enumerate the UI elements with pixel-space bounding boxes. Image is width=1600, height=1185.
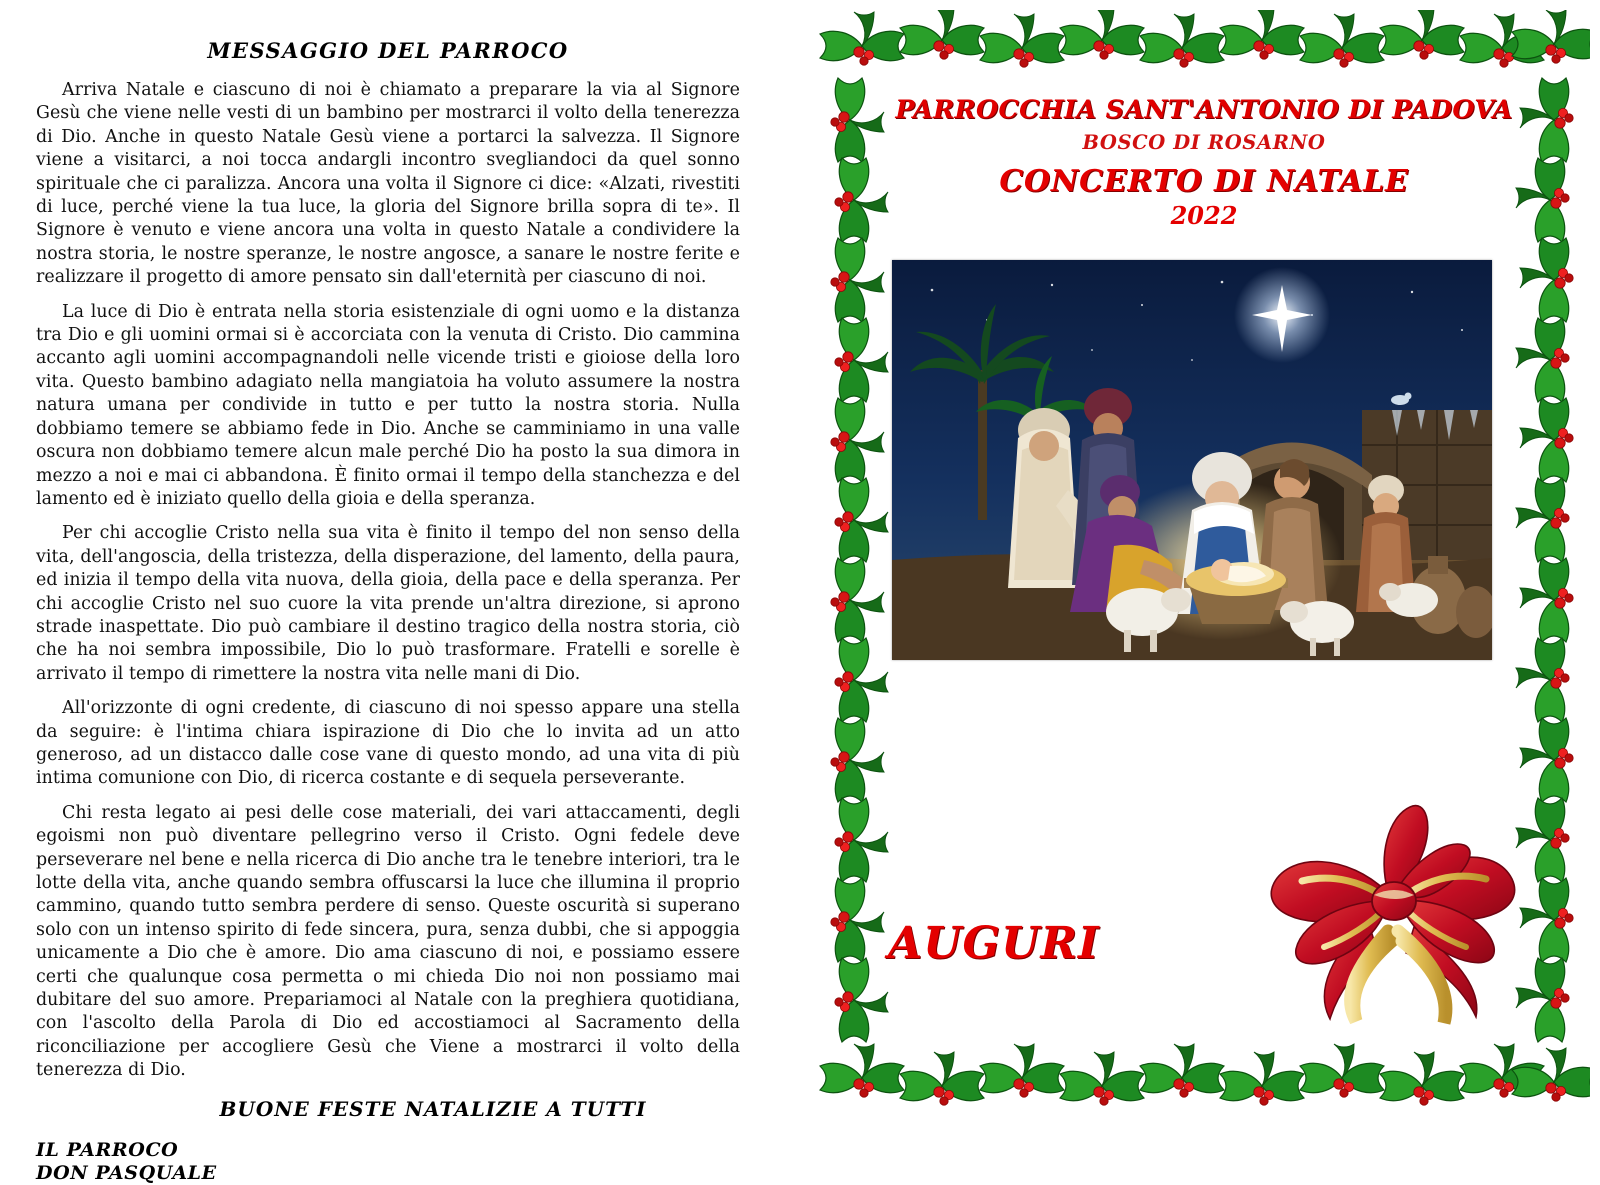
concert-year: 2022 bbox=[1170, 201, 1238, 230]
paragraph: Per chi accoglie Cristo nella sua vita è finito il tempo del non senso della vita, dell'angoscia, della tristezza, della disperazione, del lamento, della paura, ed inizia il tempo della vita nuova, della gioia, della pace e della speranza. Per chi accoglie Cristo nel suo cuore la vita prende un'altra direzione, si aprono strade inaspettate. Dio può cambiare il destino tragico della nostra storia, ciò che ha noi sembra impossibile, Dio lo può trasformare. Fratelli e sorelle è arrivato il tempo di rimettere la nostra vita nelle mani di Dio. bbox=[36, 523, 740, 684]
poster-content bbox=[870, 70, 1538, 1069]
nativity-scene-image bbox=[892, 260, 1492, 660]
signature bbox=[36, 1139, 740, 1185]
signature-role: IL PARROCO bbox=[36, 1138, 179, 1161]
parish-place: BOSCO DI ROSARNO bbox=[1082, 131, 1326, 154]
pastor-message-panel bbox=[0, 0, 800, 1184]
gift-bow-icon bbox=[1238, 781, 1538, 1031]
nativity-illustration bbox=[892, 260, 1492, 660]
concert-poster-panel bbox=[800, 0, 1600, 1131]
concert-title: CONCERTO DI NATALE bbox=[999, 164, 1409, 199]
paragraph: La luce di Dio è entrata nella storia esistenziale di ogni uomo e la distanza tra Dio e gli uomini ormai si è accorciata con la venuta di Cristo. Dio cammina accanto agli uomini accompagnandoli nelle vicende tristi e gioiose della loro vita. Questo bambino adagiato nella mangiatoia ha voluto assumere la nostra natura umana per condivide in tutto e per tutto la nostra storia. Nulla dobbiamo temere se abbiamo fede in Dio. Anche se camminiamo in una valle oscura non dobbiamo temere alcun male perché Dio ha posto la sua dimora in mezzo a noi e mai ci abbandona. È finito ormai il tempo della stanchezza e del lamento ed è iniziato quello della gioia e della speranza. bbox=[36, 301, 740, 509]
page-title: MESSAGGIO DEL PARROCO bbox=[207, 38, 569, 63]
paragraph: Arriva Natale e ciascuno di noi è chiamato a preparare la via al Signore Gesù che viene nelle vesti di un bambino per mostrarci il volto della tenerezza di Dio. Anche in questo Natale Gesù viene a portarci la salvezza. Il Signore viene a visitarci, a noi tocca andargli incontro svegliandoci da quel sonno spirituale che ci paralizza. Ancora una volta il Signore ci dice: «Alzati, rivestiti di luce, perché viene la tua luce, la gloria del Signore brilla sopra di te». Il Signore è venuto e viene ancora una volta in questo Natale a condividere la nostra storia, le nostre speranze, le nostre angosce, a sanare le nostre ferite e realizzare il progetto di amore pensato sin dall'eternità per ciascuno di noi. bbox=[36, 80, 740, 288]
message-body bbox=[36, 79, 740, 1083]
paragraph: All'orizzonte di ogni credente, di ciascuno di noi spesso appare una stella da seguire: è l'intima chiara ispirazione di Dio che lo invita ad un atto generoso, ad un distacco dalle cose vane di questo mondo, ad una vita di più intima comunione con Dio, di ricerca costante e di sequela perseverante. bbox=[36, 698, 740, 789]
parish-name: PARROCCHIA SANT'ANTONIO DI PADOVA bbox=[895, 95, 1513, 125]
red-gift-bow-decoration bbox=[1238, 781, 1538, 1031]
paragraph: Chi resta legato ai pesi delle cose materiali, dei vari attaccamenti, degli egoismi non può diventare pellegrino verso il Cristo. Ogni fedele deve perseverare nel bene e nella ricerca di Dio anche tra le tenebre interiori, tra le lotte della vita, anche quando sembra offuscarsi la luce che illumina il proprio cammino, quando tutto sembra perdere di senso. Queste oscurità si superano solo con un intenso spirito di fede sincera, pura, senza dubbi, che si appoggia unicamente a Dio che è amore. Dio ama ciascuno di noi, e possiamo essere certi che qualunque cosa permetta o mi chieda Dio noi non possiamo mai dubitare del suo amore. Prepariamoci al Natale con la preghiera quotidiana, con l'ascolto della Parola di Dio ed accostiamoci al Sacramento della riconciliazione per accogliere Gesù che Viene a mostrarci il volto della tenerezza di Dio. bbox=[36, 802, 740, 1081]
signature-name: DON PASQUALE bbox=[36, 1161, 217, 1184]
greeting-text: AUGURI bbox=[888, 918, 1100, 969]
closing-wish: BUONE FESTE NATALIZIE A TUTTI bbox=[219, 1096, 647, 1121]
